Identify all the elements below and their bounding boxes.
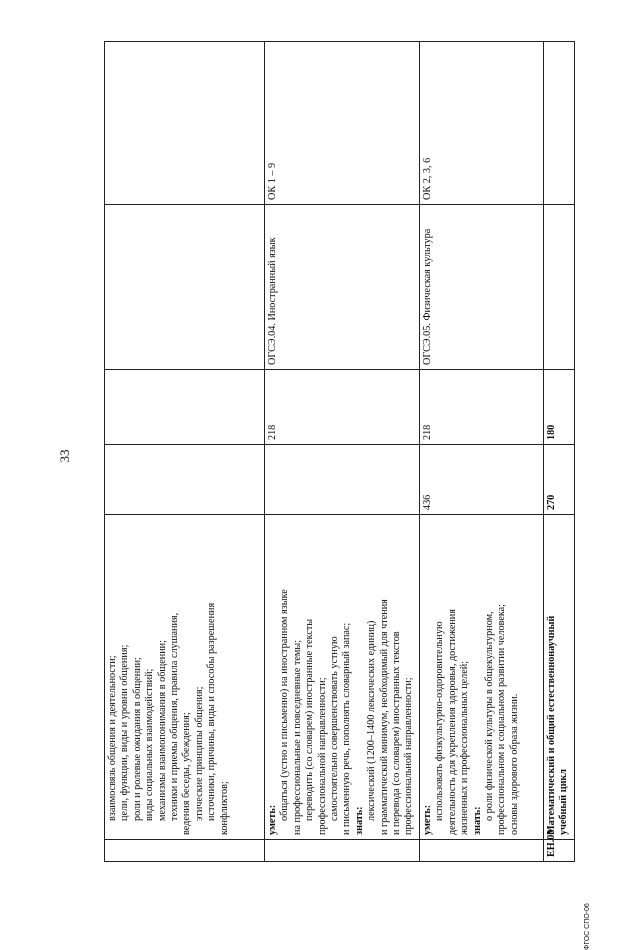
table-row: [420, 42, 544, 862]
content-line: и грамматический минимум, необходимый для чтения: [378, 599, 390, 835]
max-hours-cell: 436: [420, 445, 544, 515]
table-row: [105, 42, 265, 862]
content-line: Математический и общий естественнонаучный: [546, 615, 557, 835]
content-line: основы здорового образа жизни.: [508, 693, 520, 835]
discipline-cell: ОГСЭ.05. Физическая культура: [420, 205, 544, 370]
content-line: знать:: [471, 806, 483, 835]
footer-text: ФГОС СПО-06: [584, 903, 591, 950]
content-line: учебный цикл: [558, 768, 570, 835]
page-number: 33: [57, 449, 72, 463]
required-hours-cell: 180: [544, 370, 575, 445]
content-line: уметь:: [422, 804, 433, 835]
content-line: самостоятельно совершенствовать устную: [329, 636, 341, 821]
competencies-cell: [105, 42, 265, 205]
content-line: жизненных и профессиональных целей;: [459, 660, 471, 835]
content-line: виды социальных взаимодействий;: [144, 668, 156, 821]
content-line: знать:: [353, 806, 365, 835]
content-line: деятельность для укрепления здоровья, достижения: [446, 609, 458, 835]
content-line: лексический (1200–1400 лексических единиц): [366, 620, 378, 821]
content-line: уметь:: [267, 804, 278, 835]
content-line: техники и приемы общения, правила слушания,: [169, 612, 181, 821]
index-cell: [105, 840, 265, 862]
discipline-cell: ОГСЭ.04. Иностранный язык: [265, 205, 420, 370]
discipline-cell: [105, 205, 265, 370]
max-hours-cell: [105, 445, 265, 515]
content-line: и перевода (со словарем) иностранных текстов: [391, 631, 403, 835]
content-line: профессиональной направленности;: [316, 677, 328, 835]
table-row: [544, 42, 575, 862]
content-line: этические принципы общения;: [193, 686, 205, 821]
curriculum-table-rotated: [104, 42, 574, 862]
content-line: на профессиональные и повседневные темы;: [291, 639, 303, 835]
max-hours-cell: 270: [544, 445, 575, 515]
content-line: взаимосвязь общения и деятельности;: [107, 655, 118, 821]
content-cell: [544, 515, 575, 840]
content-cell: [105, 515, 265, 840]
content-cell: [420, 515, 544, 840]
required-hours-cell: 218: [265, 370, 420, 445]
content-line: и письменную речь, пополнять словарный запас;: [341, 622, 353, 835]
content-line: переводить (со словарем) иностранные тексты: [304, 618, 316, 821]
table-row: [265, 42, 420, 862]
index-cell: [265, 840, 420, 862]
content-line: источники, причины, виды и способы разрешения: [206, 602, 218, 821]
max-hours-cell: [265, 445, 420, 515]
content-line: ведения беседы, убеждения;: [181, 712, 193, 835]
index-cell: ЕН.00: [544, 840, 575, 862]
curriculum-table: [104, 41, 575, 862]
content-line: роли и ролевые ожидания в общении;: [131, 657, 143, 821]
competencies-cell: ОК 1 – 9: [265, 42, 420, 205]
content-line: общаться (устно и письменно) на иностранном языке: [279, 589, 291, 821]
competencies-cell: [544, 42, 575, 205]
discipline-cell: [544, 205, 575, 370]
content-cell: [265, 515, 420, 840]
content-line: использовать физкультурно-оздоровительную: [434, 621, 446, 821]
content-line: механизмы взаимопонимания в общении;: [156, 640, 168, 821]
required-hours-cell: [105, 370, 265, 445]
content-line: профессиональной направленности;: [403, 677, 415, 835]
index-cell: [420, 840, 544, 862]
content-line: конфликтов;: [218, 781, 230, 835]
competencies-cell: ОК 2, 3, 6: [420, 42, 544, 205]
content-line: о роли физической культуры в общекультурном,: [484, 611, 496, 821]
content-line: цели, функции, виды и уровни общения;: [119, 644, 131, 821]
content-line: профессиональном и социальном развитии человека;: [496, 604, 508, 835]
required-hours-cell: 218: [420, 370, 544, 445]
